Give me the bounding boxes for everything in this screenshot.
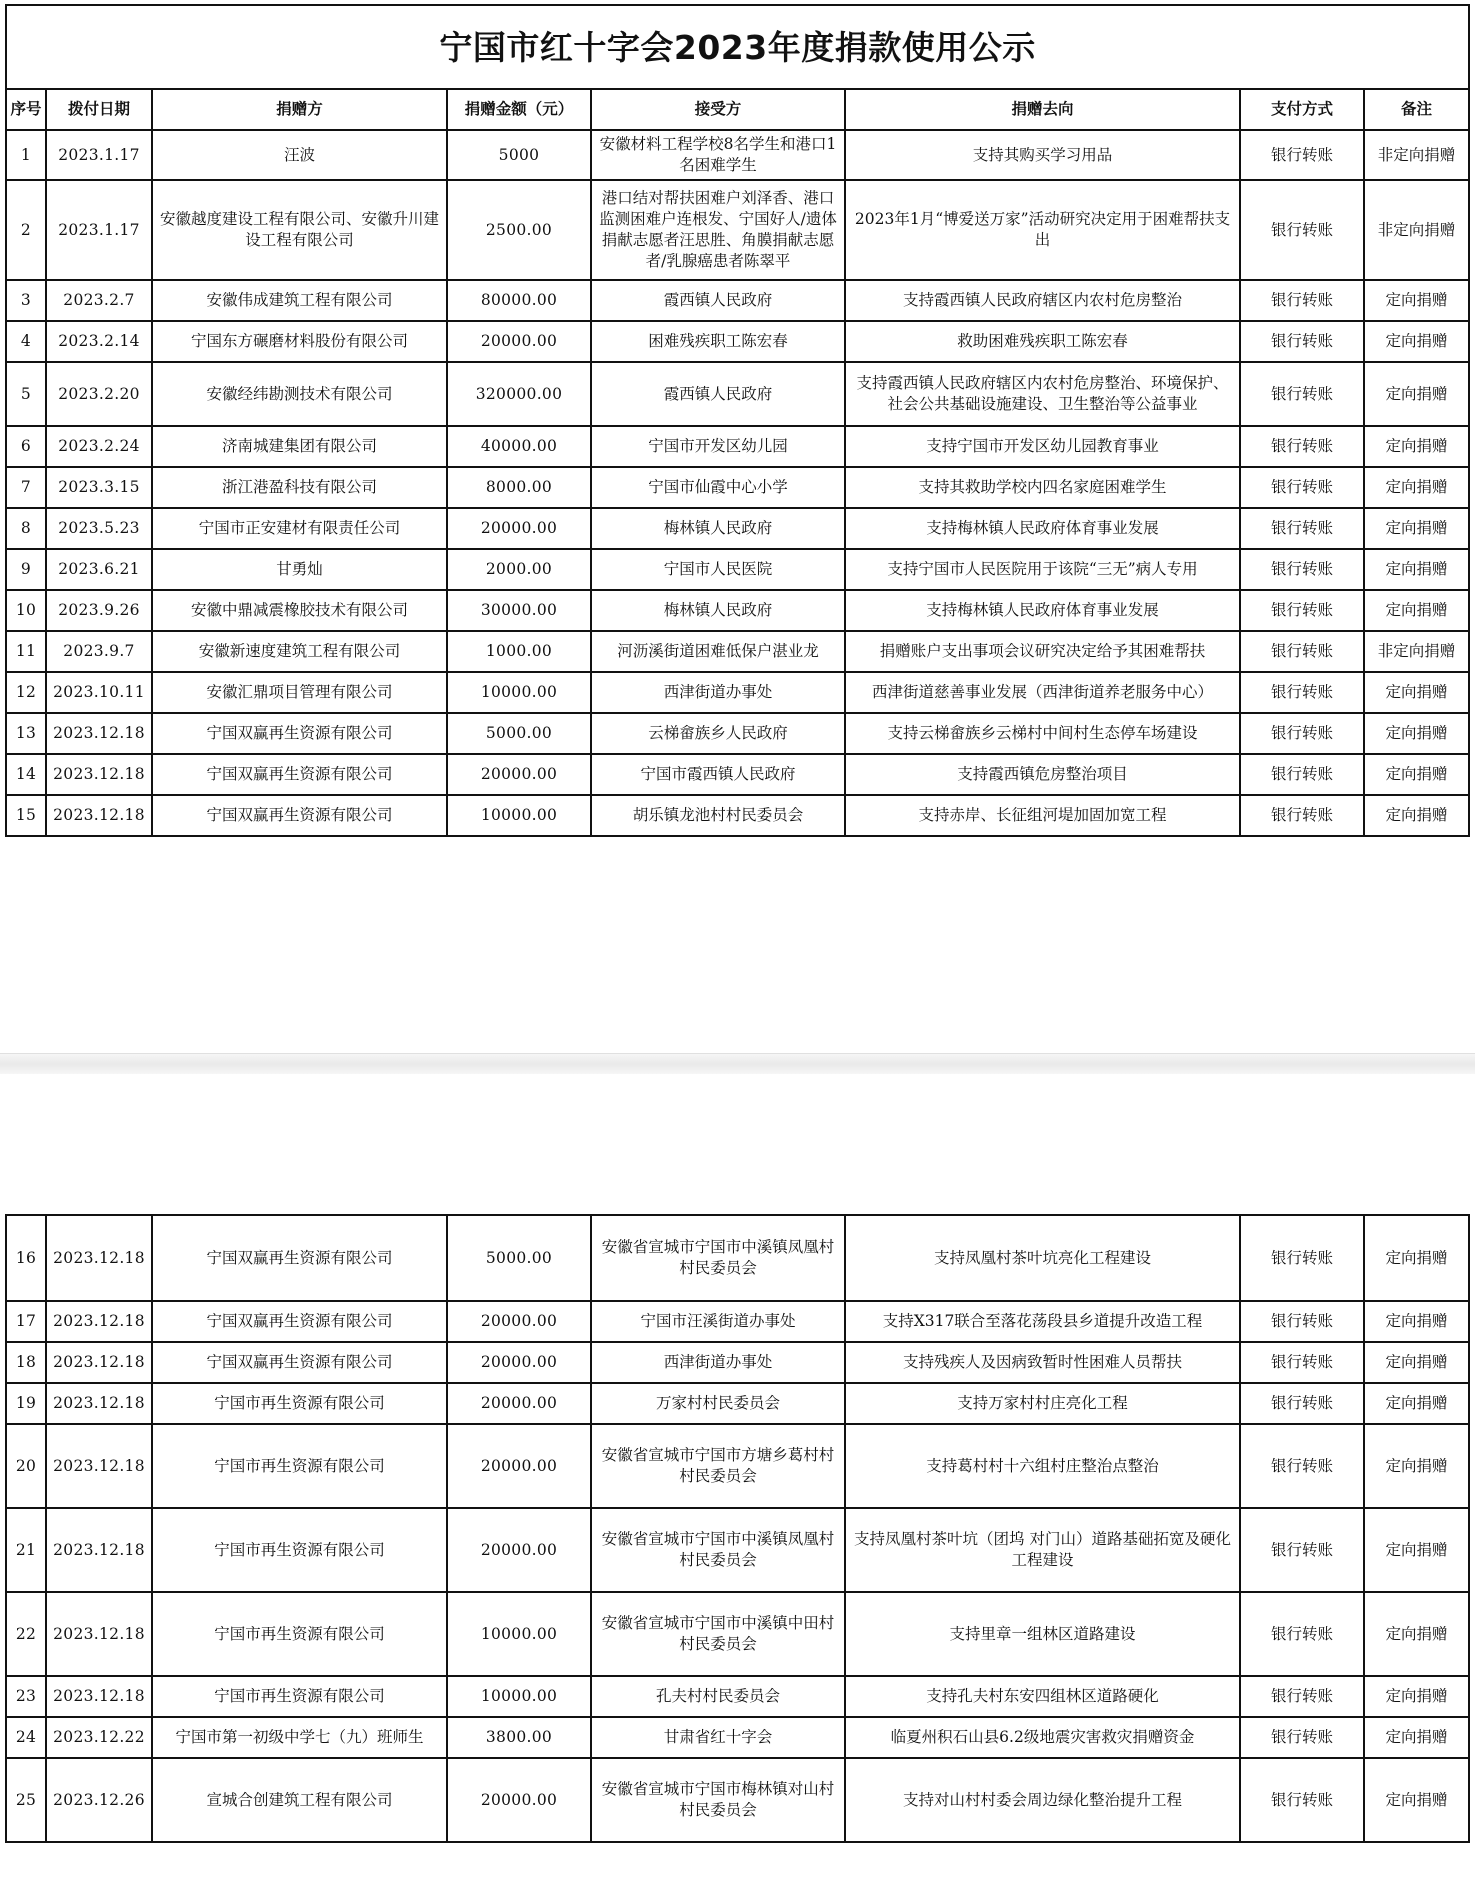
date-cell: 2023.9.7 (46, 631, 152, 672)
date-cell: 2023.9.26 (46, 590, 152, 631)
row-number: 22 (6, 1592, 46, 1676)
payment-cell: 银行转账 (1240, 180, 1364, 280)
payment-cell: 银行转账 (1240, 362, 1364, 426)
date-cell: 2023.12.18 (46, 1592, 152, 1676)
recipient-cell: 梅林镇人民政府 (591, 590, 845, 631)
row-number: 7 (6, 467, 46, 508)
recipient-cell: 宁国市霞西镇人民政府 (591, 754, 845, 795)
use-cell: 西津街道慈善事业发展（西津街道养老服务中心） (845, 672, 1240, 713)
donor-cell: 安徽中鼎减震橡胶技术有限公司 (152, 590, 447, 631)
table-row (6, 795, 1469, 836)
payment-cell: 银行转账 (1240, 1758, 1364, 1842)
use-cell: 支持万家村村庄亮化工程 (845, 1383, 1240, 1424)
note-cell: 定向捐赠 (1364, 1301, 1469, 1342)
row-number: 1 (6, 130, 46, 180)
recipient-cell: 霞西镇人民政府 (591, 362, 845, 426)
payment-cell: 银行转账 (1240, 467, 1364, 508)
recipient-cell: 安徽省宣城市宁国市梅林镇对山村村民委员会 (591, 1758, 845, 1842)
recipient-cell: 宁国市开发区幼儿园 (591, 426, 845, 467)
note-cell: 非定向捐赠 (1364, 180, 1469, 280)
table-row (6, 1301, 1469, 1342)
table-row (6, 180, 1469, 280)
recipient-cell: 安徽省宣城市宁国市中溪镇凤凰村村民委员会 (591, 1508, 845, 1592)
recipient-cell: 西津街道办事处 (591, 1342, 845, 1383)
row-number: 6 (6, 426, 46, 467)
row-number: 20 (6, 1424, 46, 1508)
note-cell: 定向捐赠 (1364, 713, 1469, 754)
amount-cell: 5000.00 (447, 1215, 591, 1301)
note-cell: 定向捐赠 (1364, 672, 1469, 713)
payment-cell: 银行转账 (1240, 1215, 1364, 1301)
use-cell: 支持葛村村十六组村庄整治点整治 (845, 1424, 1240, 1508)
table-row (6, 321, 1469, 362)
amount-cell: 2000.00 (447, 549, 591, 590)
donor-cell: 宁国市再生资源有限公司 (152, 1424, 447, 1508)
note-cell: 定向捐赠 (1364, 549, 1469, 590)
note-cell: 定向捐赠 (1364, 1508, 1469, 1592)
payment-cell: 银行转账 (1240, 1342, 1364, 1383)
donor-cell: 宁国市正安建材有限责任公司 (152, 508, 447, 549)
amount-cell: 20000.00 (447, 1424, 591, 1508)
use-cell: 支持对山村村委会周边绿化整治提升工程 (845, 1758, 1240, 1842)
table-row (6, 280, 1469, 321)
note-cell: 定向捐赠 (1364, 795, 1469, 836)
amount-cell: 10000.00 (447, 795, 591, 836)
donor-cell: 宁国双赢再生资源有限公司 (152, 754, 447, 795)
use-cell: 支持梅林镇人民政府体育事业发展 (845, 508, 1240, 549)
donor-cell: 宁国双赢再生资源有限公司 (152, 1301, 447, 1342)
recipient-cell: 霞西镇人民政府 (591, 280, 845, 321)
header-note: 备注 (1364, 89, 1469, 130)
table-row (6, 1592, 1469, 1676)
date-cell: 2023.12.18 (46, 1676, 152, 1717)
date-cell: 2023.12.18 (46, 1508, 152, 1592)
table-row (6, 362, 1469, 426)
note-cell: 非定向捐赠 (1364, 631, 1469, 672)
use-cell: 支持宁国市人民医院用于该院“三无”病人专用 (845, 549, 1240, 590)
note-cell: 定向捐赠 (1364, 1676, 1469, 1717)
row-number: 15 (6, 795, 46, 836)
row-number: 9 (6, 549, 46, 590)
payment-cell: 银行转账 (1240, 713, 1364, 754)
date-cell: 2023.10.11 (46, 672, 152, 713)
amount-cell: 1000.00 (447, 631, 591, 672)
payment-cell: 银行转账 (1240, 321, 1364, 362)
donor-cell: 汪波 (152, 130, 447, 180)
use-cell: 支持霞西镇危房整治项目 (845, 754, 1240, 795)
amount-cell: 5000 (447, 130, 591, 180)
amount-cell: 20000.00 (447, 508, 591, 549)
use-cell: 捐赠账户支出事项会议研究决定给予其困难帮扶 (845, 631, 1240, 672)
recipient-cell: 胡乐镇龙池村村民委员会 (591, 795, 845, 836)
payment-cell: 银行转账 (1240, 1592, 1364, 1676)
amount-cell: 5000.00 (447, 713, 591, 754)
row-number: 23 (6, 1676, 46, 1717)
date-cell: 2023.12.18 (46, 1301, 152, 1342)
recipient-cell: 河沥溪街道困难低保户湛业龙 (591, 631, 845, 672)
table-row (6, 1758, 1469, 1842)
payment-cell: 银行转账 (1240, 280, 1364, 321)
table-row (6, 426, 1469, 467)
row-number: 13 (6, 713, 46, 754)
table-row (6, 590, 1469, 631)
payment-cell: 银行转账 (1240, 590, 1364, 631)
row-number: 3 (6, 280, 46, 321)
table-row (6, 1383, 1469, 1424)
note-cell: 定向捐赠 (1364, 1758, 1469, 1842)
donation-table-page-1 (5, 4, 1470, 837)
date-cell: 2023.3.15 (46, 467, 152, 508)
date-cell: 2023.12.18 (46, 1215, 152, 1301)
row-number: 19 (6, 1383, 46, 1424)
date-cell: 2023.2.20 (46, 362, 152, 426)
donor-cell: 宣城合创建筑工程有限公司 (152, 1758, 447, 1842)
note-cell: 定向捐赠 (1364, 590, 1469, 631)
donor-cell: 宁国双赢再生资源有限公司 (152, 713, 447, 754)
table-row (6, 549, 1469, 590)
row-number: 18 (6, 1342, 46, 1383)
recipient-cell: 甘肃省红十字会 (591, 1717, 845, 1758)
use-cell: 临夏州积石山县6.2级地震灾害救灾捐赠资金 (845, 1717, 1240, 1758)
donor-cell: 甘勇灿 (152, 549, 447, 590)
use-cell: 支持云梯畲族乡云梯村中间村生态停车场建设 (845, 713, 1240, 754)
table-row (6, 754, 1469, 795)
payment-cell: 银行转账 (1240, 1508, 1364, 1592)
header-date: 拨付日期 (46, 89, 152, 130)
payment-cell: 银行转账 (1240, 754, 1364, 795)
donation-table-page-2 (5, 1214, 1470, 1843)
amount-cell: 10000.00 (447, 672, 591, 713)
use-cell: 支持里章一组林区道路建设 (845, 1592, 1240, 1676)
amount-cell: 8000.00 (447, 467, 591, 508)
table-row (6, 1342, 1469, 1383)
header-no: 序号 (6, 89, 46, 130)
date-cell: 2023.12.18 (46, 754, 152, 795)
amount-cell: 2500.00 (447, 180, 591, 280)
row-number: 14 (6, 754, 46, 795)
amount-cell: 20000.00 (447, 754, 591, 795)
use-cell: 支持X317联合至落花荡段县乡道提升改造工程 (845, 1301, 1240, 1342)
note-cell: 定向捐赠 (1364, 362, 1469, 426)
donor-cell: 浙江港盈科技有限公司 (152, 467, 447, 508)
use-cell: 支持其救助学校内四名家庭困难学生 (845, 467, 1240, 508)
recipient-cell: 西津街道办事处 (591, 672, 845, 713)
row-number: 8 (6, 508, 46, 549)
donor-cell: 安徽新速度建筑工程有限公司 (152, 631, 447, 672)
date-cell: 2023.12.22 (46, 1717, 152, 1758)
table-row (6, 672, 1469, 713)
donor-cell: 宁国双赢再生资源有限公司 (152, 1215, 447, 1301)
payment-cell: 银行转账 (1240, 426, 1364, 467)
recipient-cell: 宁国市人民医院 (591, 549, 845, 590)
table-row (6, 1717, 1469, 1758)
row-number: 25 (6, 1758, 46, 1842)
amount-cell: 20000.00 (447, 1383, 591, 1424)
note-cell: 定向捐赠 (1364, 1424, 1469, 1508)
date-cell: 2023.1.17 (46, 130, 152, 180)
date-cell: 2023.1.17 (46, 180, 152, 280)
amount-cell: 3800.00 (447, 1717, 591, 1758)
payment-cell: 银行转账 (1240, 508, 1364, 549)
note-cell: 定向捐赠 (1364, 280, 1469, 321)
date-cell: 2023.12.18 (46, 1342, 152, 1383)
note-cell: 非定向捐赠 (1364, 130, 1469, 180)
amount-cell: 10000.00 (447, 1592, 591, 1676)
row-number: 21 (6, 1508, 46, 1592)
use-cell: 支持残疾人及因病致暂时性困难人员帮扶 (845, 1342, 1240, 1383)
table-row (6, 713, 1469, 754)
use-cell: 支持霞西镇人民政府辖区内农村危房整治 (845, 280, 1240, 321)
use-cell: 2023年1月“博爱送万家”活动研究决定用于困难帮扶支出 (845, 180, 1240, 280)
donor-cell: 安徽伟成建筑工程有限公司 (152, 280, 447, 321)
row-number: 24 (6, 1717, 46, 1758)
payment-cell: 银行转账 (1240, 1301, 1364, 1342)
amount-cell: 20000.00 (447, 1342, 591, 1383)
note-cell: 定向捐赠 (1364, 426, 1469, 467)
donor-cell: 宁国双赢再生资源有限公司 (152, 795, 447, 836)
table-row (6, 508, 1469, 549)
date-cell: 2023.2.7 (46, 280, 152, 321)
page-title: 宁国市红十字会2023年度捐款使用公示 (6, 5, 1469, 89)
header-use: 捐赠去向 (845, 89, 1240, 130)
donor-cell: 宁国市再生资源有限公司 (152, 1676, 447, 1717)
date-cell: 2023.12.18 (46, 1424, 152, 1508)
date-cell: 2023.2.14 (46, 321, 152, 362)
use-cell: 支持梅林镇人民政府体育事业发展 (845, 590, 1240, 631)
recipient-cell: 梅林镇人民政府 (591, 508, 845, 549)
date-cell: 2023.5.23 (46, 508, 152, 549)
row-number: 4 (6, 321, 46, 362)
amount-cell: 20000.00 (447, 321, 591, 362)
payment-cell: 银行转账 (1240, 1676, 1364, 1717)
recipient-cell: 困难残疾职工陈宏春 (591, 321, 845, 362)
payment-cell: 银行转账 (1240, 1424, 1364, 1508)
donor-cell: 安徽汇鼎项目管理有限公司 (152, 672, 447, 713)
row-number: 16 (6, 1215, 46, 1301)
use-cell: 支持宁国市开发区幼儿园教育事业 (845, 426, 1240, 467)
header-amount: 捐赠金额（元） (447, 89, 591, 130)
donor-cell: 宁国市再生资源有限公司 (152, 1508, 447, 1592)
amount-cell: 20000.00 (447, 1301, 591, 1342)
recipient-cell: 港口结对帮扶困难户刘泽香、港口监测困难户连根发、宁国好人/遗体捐献志愿者汪思胜、角膜捐献志愿者/乳腺癌患者陈翠平 (591, 180, 845, 280)
payment-cell: 银行转账 (1240, 130, 1364, 180)
donor-cell: 济南城建集团有限公司 (152, 426, 447, 467)
donor-cell: 安徽经纬勘测技术有限公司 (152, 362, 447, 426)
payment-cell: 银行转账 (1240, 1383, 1364, 1424)
date-cell: 2023.12.18 (46, 713, 152, 754)
header-payment: 支付方式 (1240, 89, 1364, 130)
recipient-cell: 安徽材料工程学校8名学生和港口1名困难学生 (591, 130, 845, 180)
payment-cell: 银行转账 (1240, 1717, 1364, 1758)
table-row (6, 631, 1469, 672)
table-row (6, 1508, 1469, 1592)
donor-cell: 宁国东方碾磨材料股份有限公司 (152, 321, 447, 362)
payment-cell: 银行转账 (1240, 631, 1364, 672)
note-cell: 定向捐赠 (1364, 1383, 1469, 1424)
page-separator (0, 1053, 1475, 1075)
note-cell: 定向捐赠 (1364, 754, 1469, 795)
note-cell: 定向捐赠 (1364, 1717, 1469, 1758)
use-cell: 支持凤凰村茶叶坑亮化工程建设 (845, 1215, 1240, 1301)
amount-cell: 30000.00 (447, 590, 591, 631)
date-cell: 2023.2.24 (46, 426, 152, 467)
row-number: 17 (6, 1301, 46, 1342)
table-row (6, 1676, 1469, 1717)
table-row (6, 467, 1469, 508)
payment-cell: 银行转账 (1240, 672, 1364, 713)
use-cell: 支持霞西镇人民政府辖区内农村危房整治、环境保护、社会公共基础设施建设、卫生整治等公益事业 (845, 362, 1240, 426)
recipient-cell: 安徽省宣城市宁国市中溪镇中田村村民委员会 (591, 1592, 845, 1676)
date-cell: 2023.12.26 (46, 1758, 152, 1842)
recipient-cell: 云梯畲族乡人民政府 (591, 713, 845, 754)
amount-cell: 320000.00 (447, 362, 591, 426)
donor-cell: 宁国双赢再生资源有限公司 (152, 1342, 447, 1383)
row-number: 5 (6, 362, 46, 426)
note-cell: 定向捐赠 (1364, 1215, 1469, 1301)
use-cell: 救助困难残疾职工陈宏春 (845, 321, 1240, 362)
date-cell: 2023.12.18 (46, 795, 152, 836)
amount-cell: 40000.00 (447, 426, 591, 467)
donor-cell: 宁国市再生资源有限公司 (152, 1592, 447, 1676)
note-cell: 定向捐赠 (1364, 321, 1469, 362)
donor-cell: 宁国市再生资源有限公司 (152, 1383, 447, 1424)
date-cell: 2023.6.21 (46, 549, 152, 590)
recipient-cell: 宁国市汪溪街道办事处 (591, 1301, 845, 1342)
note-cell: 定向捐赠 (1364, 1592, 1469, 1676)
use-cell: 支持孔夫村东安四组林区道路硬化 (845, 1676, 1240, 1717)
table-header-row (6, 89, 1469, 130)
recipient-cell: 宁国市仙霞中心小学 (591, 467, 845, 508)
header-donor: 捐赠方 (152, 89, 447, 130)
header-recipient: 接受方 (591, 89, 845, 130)
amount-cell: 20000.00 (447, 1508, 591, 1592)
note-cell: 定向捐赠 (1364, 467, 1469, 508)
payment-cell: 银行转账 (1240, 549, 1364, 590)
use-cell: 支持凤凰村茶叶坑（团坞 对门山）道路基础拓宽及硬化工程建设 (845, 1508, 1240, 1592)
row-number: 12 (6, 672, 46, 713)
use-cell: 支持赤岸、长征组河堤加固加宽工程 (845, 795, 1240, 836)
row-number: 10 (6, 590, 46, 631)
amount-cell: 10000.00 (447, 1676, 591, 1717)
recipient-cell: 安徽省宣城市宁国市中溪镇凤凰村村民委员会 (591, 1215, 845, 1301)
row-number: 2 (6, 180, 46, 280)
amount-cell: 80000.00 (447, 280, 591, 321)
recipient-cell: 万家村村民委员会 (591, 1383, 845, 1424)
note-cell: 定向捐赠 (1364, 1342, 1469, 1383)
date-cell: 2023.12.18 (46, 1383, 152, 1424)
use-cell: 支持其购买学习用品 (845, 130, 1240, 180)
payment-cell: 银行转账 (1240, 795, 1364, 836)
note-cell: 定向捐赠 (1364, 508, 1469, 549)
table-row (6, 1215, 1469, 1301)
row-number: 11 (6, 631, 46, 672)
donor-cell: 安徽越度建设工程有限公司、安徽升川建设工程有限公司 (152, 180, 447, 280)
recipient-cell: 安徽省宣城市宁国市方塘乡葛村村村民委员会 (591, 1424, 845, 1508)
table-row (6, 1424, 1469, 1508)
amount-cell: 20000.00 (447, 1758, 591, 1842)
recipient-cell: 孔夫村村民委员会 (591, 1676, 845, 1717)
donor-cell: 宁国市第一初级中学七（九）班师生 (152, 1717, 447, 1758)
table-row (6, 130, 1469, 180)
